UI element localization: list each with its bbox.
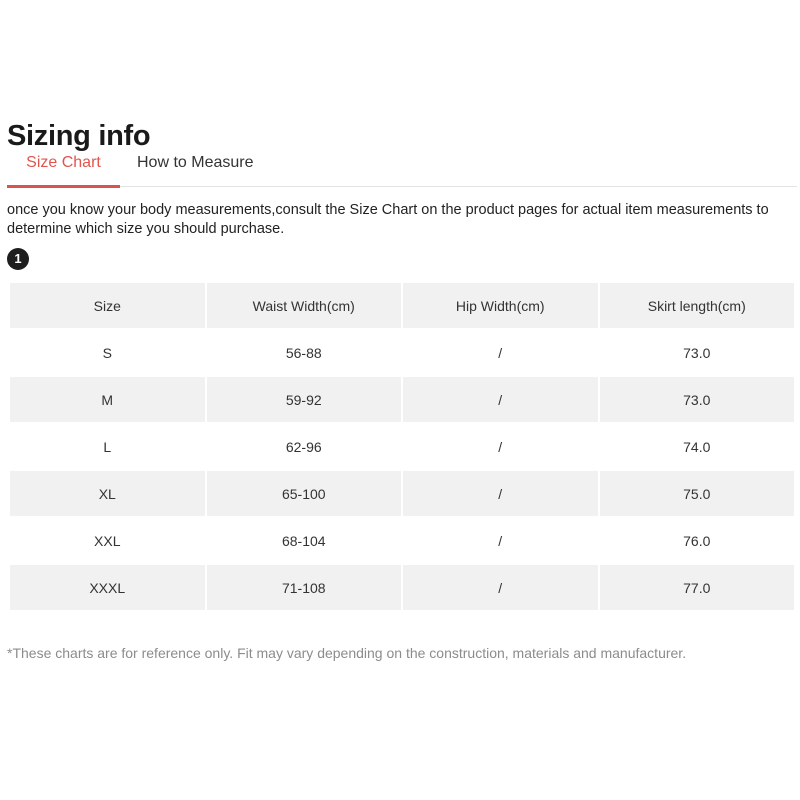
cell-skirt-length: 74.0 <box>600 424 795 469</box>
cell-size: M <box>10 377 205 422</box>
cell-waist-width: 71-108 <box>207 565 402 610</box>
reference-footnote: *These charts are for reference only. Fit may vary depending on the construction, materials and manufacturer. <box>7 645 687 661</box>
cell-skirt-length: 76.0 <box>600 518 795 563</box>
cell-waist-width: 65-100 <box>207 471 402 516</box>
cell-size: S <box>10 330 205 375</box>
table-header-row <box>10 283 794 328</box>
table-row <box>10 518 794 563</box>
cell-hip-width: / <box>403 518 598 563</box>
cell-skirt-length: 75.0 <box>600 471 795 516</box>
cell-waist-width: 59-92 <box>207 377 402 422</box>
cell-size: L <box>10 424 205 469</box>
cell-skirt-length: 77.0 <box>600 565 795 610</box>
header-hip-width: Hip Width(cm) <box>403 283 598 328</box>
table-row <box>10 471 794 516</box>
cell-hip-width: / <box>403 471 598 516</box>
cell-size: XL <box>10 471 205 516</box>
cell-skirt-length: 73.0 <box>600 330 795 375</box>
table-row <box>10 377 794 422</box>
cell-hip-width: / <box>403 377 598 422</box>
size-chart-table <box>8 281 796 612</box>
table-row <box>10 330 794 375</box>
cell-waist-width: 68-104 <box>207 518 402 563</box>
cell-waist-width: 62-96 <box>207 424 402 469</box>
step-number-badge: 1 <box>7 248 29 270</box>
tab-bar <box>7 152 797 187</box>
table-row <box>10 565 794 610</box>
intro-text: once you know your body measurements,consult the Size Chart on the product pages for actual item measurements to determine which size you should purchase. <box>7 202 769 237</box>
cell-hip-width: / <box>403 424 598 469</box>
tab-how-to-measure[interactable]: How to Measure <box>137 154 254 171</box>
cell-hip-width: / <box>403 565 598 610</box>
cell-skirt-length: 73.0 <box>600 377 795 422</box>
header-waist-width: Waist Width(cm) <box>207 283 402 328</box>
table-row <box>10 424 794 469</box>
cell-size: XXXL <box>10 565 205 610</box>
page-title: Sizing info <box>7 120 151 152</box>
cell-hip-width: / <box>403 330 598 375</box>
header-skirt-length: Skirt length(cm) <box>600 283 795 328</box>
header-size: Size <box>10 283 205 328</box>
cell-size: XXL <box>10 518 205 563</box>
size-chart-table-container <box>8 281 796 612</box>
cell-waist-width: 56-88 <box>207 330 402 375</box>
tab-size-chart[interactable]: Size Chart <box>7 154 120 188</box>
